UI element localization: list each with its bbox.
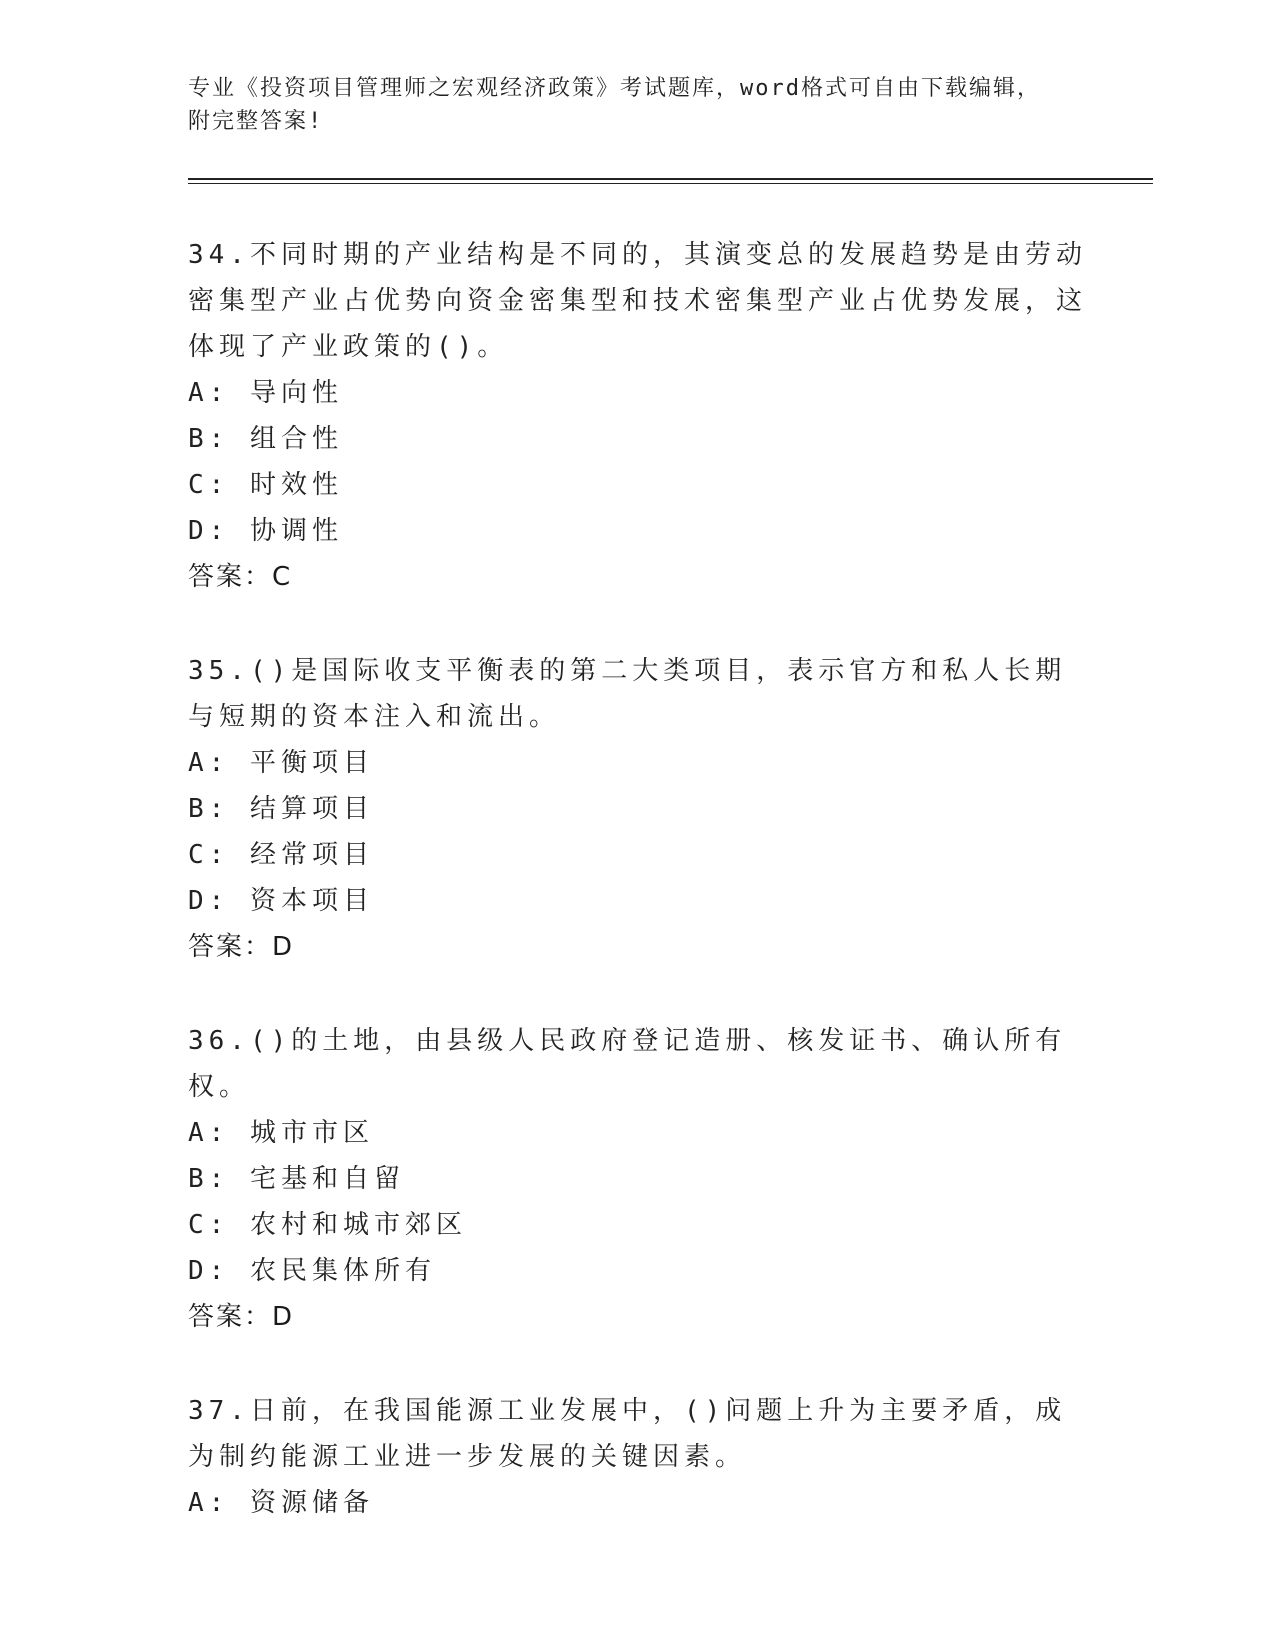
option-d: D: 农民集体所有 (188, 1256, 436, 1286)
question-36 (188, 1018, 1088, 1340)
option-b: B: 宅基和自留 (188, 1164, 405, 1194)
option-b: B: 组合性 (188, 424, 343, 454)
document-header (188, 72, 1068, 138)
header-divider-thick (188, 178, 1153, 180)
answer-line: 答案：C (188, 562, 293, 592)
option-c: C: 农村和城市郊区 (188, 1210, 467, 1240)
option-c: C: 时效性 (188, 470, 343, 500)
header-line-1: 专业《投资项目管理师之宏观经济政策》考试题库，word格式可自由下载编辑， (188, 76, 1041, 101)
option-a: A: 城市市区 (188, 1118, 374, 1148)
question-35 (188, 648, 1088, 970)
option-d: D: 协调性 (188, 516, 343, 546)
header-line-2: 附完整答案! (188, 109, 324, 134)
option-a: A: 导向性 (188, 378, 343, 408)
answer-line: 答案：D (188, 932, 295, 962)
header-divider-thin (188, 183, 1153, 184)
question-stem: 35.()是国际收支平衡表的第二大类项目，表示官方和私人长期与短期的资本注入和流出。 (188, 656, 1067, 732)
question-stem: 36.()的土地，由县级人民政府登记造册、核发证书、确认所有权。 (188, 1026, 1067, 1102)
option-d: D: 资本项目 (188, 886, 374, 916)
question-stem: 34.不同时期的产业结构是不同的，其演变总的发展趋势是由劳动密集型产业占优势向资金密集型和技术密集型产业占优势发展，这体现了产业政策的()。 (188, 240, 1088, 362)
option-a: A: 平衡项目 (188, 748, 374, 778)
question-34 (188, 232, 1088, 600)
question-list (188, 232, 1088, 1574)
question-stem: 37.日前，在我国能源工业发展中，()问题上升为主要矛盾，成为制约能源工业进一步发展的关键因素。 (188, 1396, 1067, 1472)
answer-line: 答案：D (188, 1302, 295, 1332)
question-37 (188, 1388, 1088, 1526)
option-a: A: 资源储备 (188, 1488, 374, 1518)
option-c: C: 经常项目 (188, 840, 374, 870)
option-b: B: 结算项目 (188, 794, 374, 824)
